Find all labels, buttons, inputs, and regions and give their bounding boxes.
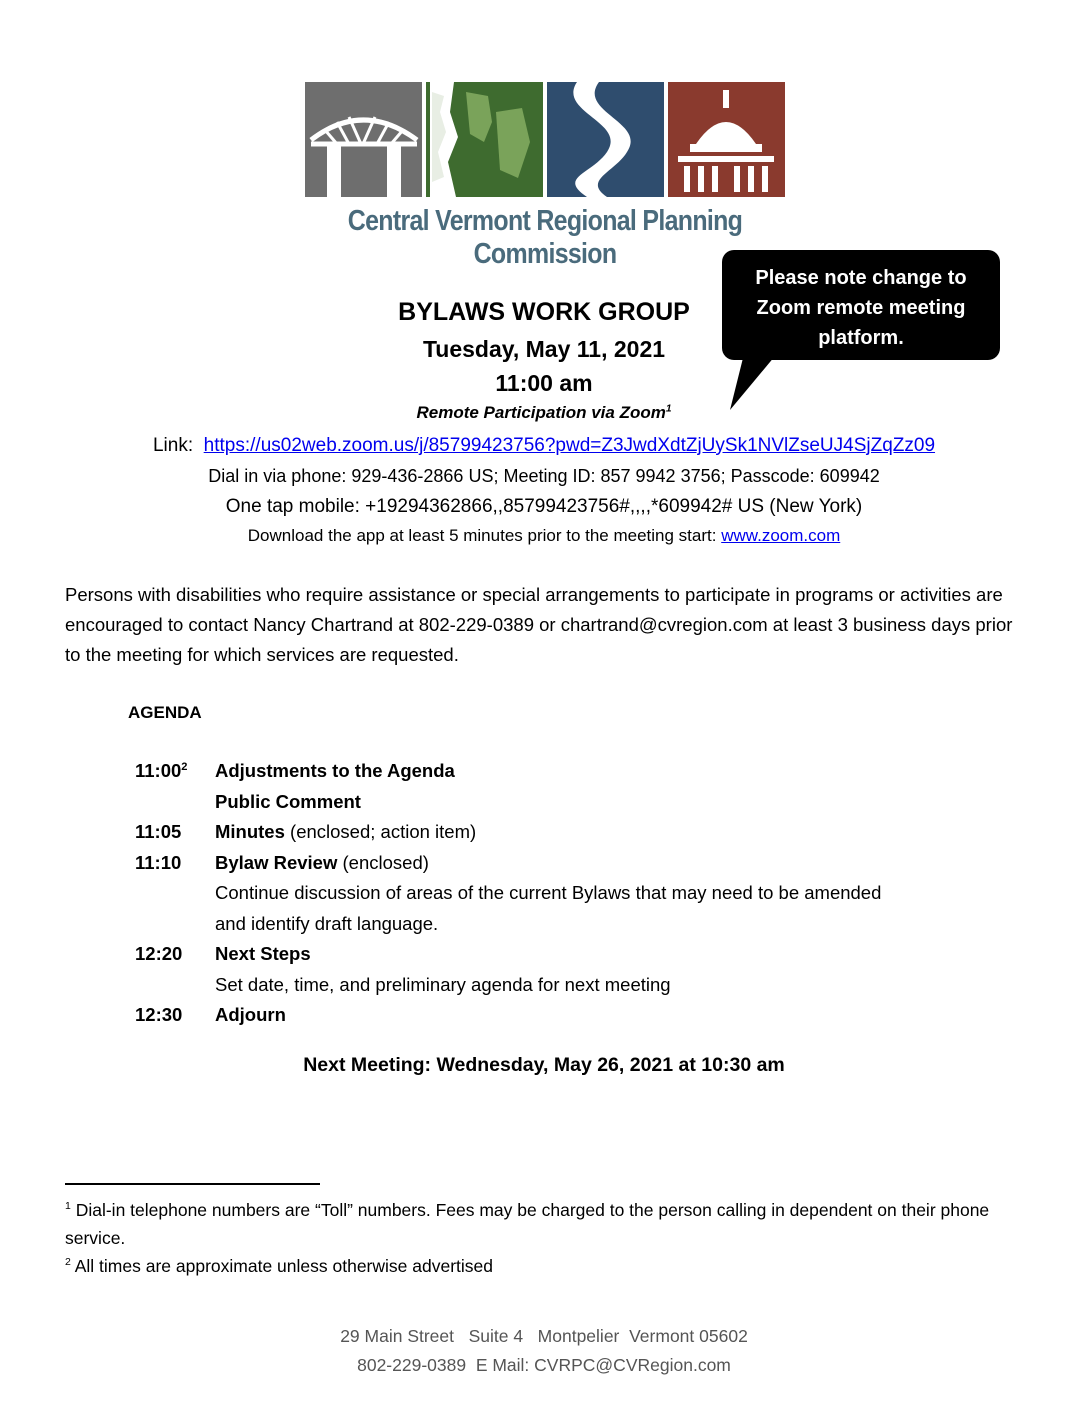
- address-line: 29 Main Street Suite 4 Montpelier Vermont 05602: [340, 1326, 748, 1346]
- footnote: $^2$ All times are approximate unless otherwise advertised: [65, 1256, 493, 1276]
- agenda-item: 12:30 Adjourn: [135, 1004, 286, 1025]
- river-panel-icon: [547, 82, 664, 197]
- zoom-link-line: [0, 435, 1088, 457]
- remote-participation: Remote Participation via Zoom$^1$: [416, 403, 672, 422]
- footnote-divider: [65, 1183, 320, 1185]
- callout-line: Zoom remote meeting: [756, 297, 966, 319]
- agenda-item: 12:20 Next Steps: [135, 943, 311, 964]
- agenda-item: Set date, time, and preliminary agenda for next meeting: [215, 973, 671, 995]
- org-name: Central Vermont Regional Planning Commission: [347, 205, 743, 270]
- vermont-forest-panel-icon: [426, 82, 543, 197]
- accessibility-notice: Persons with disabilities who require assistance or special arrangements to participate in programs or activities are encouraged to contact Nancy Chartrand at 802-229-0389 or chartrand@cvregion.com at least 3 business days prior to the meeting for which services are requested.: [65, 584, 1013, 665]
- agenda-list: [135, 756, 935, 1031]
- footnote: $^1$ Dial-in telephone numbers are “Toll” numbers. Fees may be charged to the person calling in dependent on their phone service.: [65, 1200, 990, 1248]
- contact-line: 802-229-0389 E Mail: CVRPC@CVRegion.com: [357, 1355, 731, 1375]
- callout-line: Please note change to: [755, 267, 967, 289]
- bridge-panel-icon: [305, 82, 422, 197]
- agenda-item: 11:10 Bylaw Review (enclosed): [135, 851, 429, 873]
- cvrpc-logo: [305, 82, 785, 270]
- zoom-website-link[interactable]: www.zoom.com: [721, 526, 841, 545]
- one-tap-mobile: One tap mobile: +19294362866,,85799423756#,,,,*609942# US (New York): [225, 496, 863, 517]
- footnotes: [65, 1196, 1015, 1280]
- agenda-item: 11:05 Minutes (enclosed; action item): [135, 821, 477, 842]
- meeting-date: Tuesday, May 11, 2021: [422, 336, 666, 362]
- agenda-item: Continue discussion of areas of the current Bylaws that may need to be amended and identify draft language.: [215, 882, 882, 934]
- agenda-item: Public Comment: [215, 790, 361, 812]
- link-label: Link:: [152, 435, 194, 456]
- download-app-line: Download the app at least 5 minutes prior to the meeting start: www.zoom.com: [247, 526, 841, 545]
- agenda-item: $11:00^2$ Adjustments to the Agenda: [135, 760, 455, 781]
- meeting-time: 11:00 am: [495, 370, 593, 396]
- capitol-panel-icon: [668, 82, 785, 197]
- agenda-heading: AGENDA: [128, 703, 202, 722]
- footer-address: [0, 1322, 1088, 1380]
- meeting-title: BYLAWS WORK GROUP: [398, 298, 690, 326]
- next-meeting: Next Meeting: Wednesday, May 26, 2021 at 10:30 am: [303, 1054, 785, 1076]
- callout-line: platform.: [818, 327, 904, 349]
- zoom-meeting-link[interactable]: https://us02web.zoom.us/j/85799423756?pwd=Z3JwdXdtZjUySk1NVlZseUJ4SjZqZz09: [203, 435, 936, 456]
- dial-in-info: Dial in via phone: 929-436-2866 US; Meeting ID: 857 9942 3756; Passcode: 609942: [208, 466, 880, 486]
